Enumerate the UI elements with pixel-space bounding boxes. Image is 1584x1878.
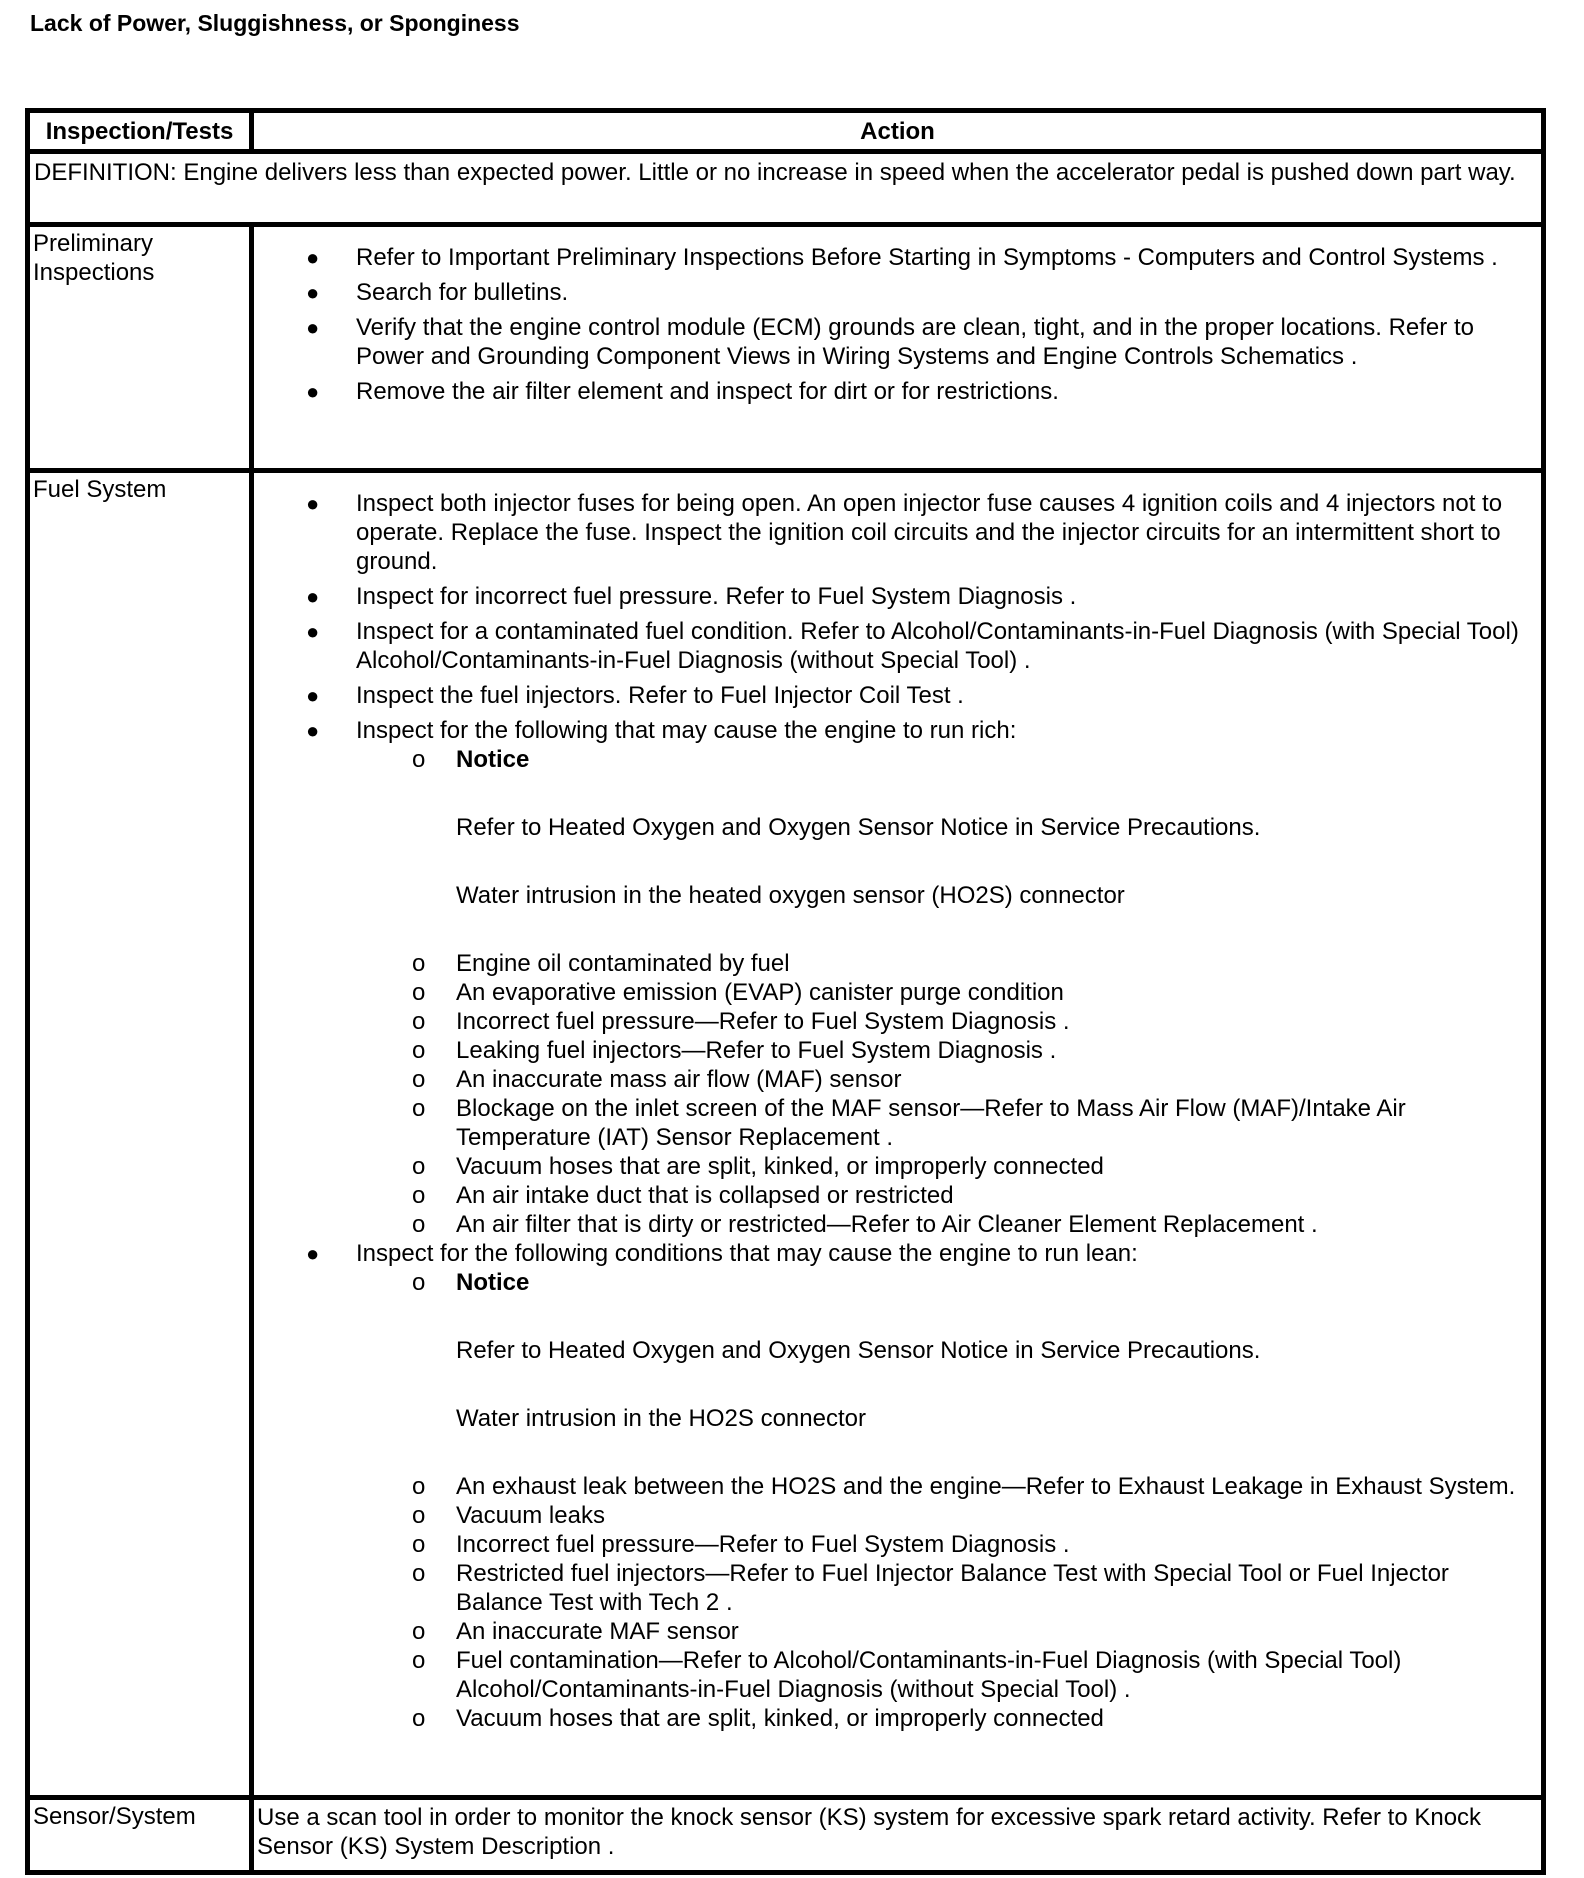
sensor-system-action: Use a scan tool in order to monitor the knock sensor (KS) system for excessive spark retard activity. Refer to Knock Sensor (KS) System Description . [252, 1798, 1544, 1873]
sub-list-item: o An inaccurate mass air flow (MAF) sensor [412, 1066, 902, 1093]
sub-list-item: o Engine oil contaminated by fuel [412, 950, 790, 977]
sub-marker: o [412, 1560, 426, 1587]
row-label-preliminary: Preliminary Inspections [28, 225, 252, 471]
notice-water-text: Water intrusion in the heated oxygen sensor (HO2S) connector [456, 882, 1125, 909]
sub-list-item: o Restricted fuel injectors—Refer to Fuel Injector Balance Test with Special Tool or Fuel Injector Balance Test with Tech 2 . [412, 1560, 1449, 1616]
sub-list-item: o An air filter that is dirty or restricted—Refer to Air Cleaner Element Replacement . [412, 1211, 1318, 1238]
sub-list-item: o Fuel contamination—Refer to Alcohol/Contaminants-in-Fuel Diagnosis (with Special Tool) Alcohol/Contaminants-in-Fuel Diagnosis (without Special Tool) . [412, 1647, 1402, 1703]
list-item: ● Remove the air filter element and inspect for dirt or for restrictions. [306, 378, 1059, 405]
notice-title: Notice [456, 1269, 530, 1296]
column-header-action: Action [252, 111, 1544, 152]
sub-marker: o [412, 1269, 426, 1296]
definition-row [28, 152, 1544, 225]
sub-list-item: o An evaporative emission (EVAP) canister purge condition [412, 979, 1064, 1006]
sub-marker: o [412, 1211, 426, 1238]
sub-marker: o [412, 1647, 426, 1674]
notice-item [254, 745, 1537, 774]
sub-list-item: o Vacuum leaks [412, 1502, 605, 1529]
fuel-system-actions [252, 471, 1544, 1798]
list-item-rich: ● Inspect for the following that may cause the engine to run rich: [306, 717, 1017, 744]
sub-marker: o [412, 1095, 426, 1122]
sub-marker: o [412, 1618, 426, 1645]
row-label-sensor-system: Sensor/System [28, 1798, 252, 1873]
preliminary-actions [252, 225, 1544, 471]
sub-marker: o [412, 1008, 426, 1035]
sub-list-item: o An inaccurate MAF sensor [412, 1618, 739, 1645]
notice-text: Refer to Heated Oxygen and Oxygen Sensor Notice in Service Precautions. [456, 814, 1261, 841]
sub-list-item: o An air intake duct that is collapsed or restricted [412, 1182, 954, 1209]
sub-marker: o [412, 950, 426, 977]
list-item: ● Inspect for a contaminated fuel condition. Refer to Alcohol/Contaminants-in-Fuel Diagnosis (with Special Tool) Alcohol/Contaminants-in-Fuel Diagnosis (without Special Tool) . [306, 618, 1519, 674]
sub-list-item: o Incorrect fuel pressure—Refer to Fuel System Diagnosis . [412, 1531, 1070, 1558]
bullet-marker: ● [306, 683, 320, 708]
sub-list-item: o Leaking fuel injectors—Refer to Fuel System Diagnosis . [412, 1037, 1057, 1064]
sub-marker: o [412, 1705, 426, 1732]
list-item: ● Verify that the engine control module (ECM) grounds are clean, tight, and in the proper locations. Refer to Power and Grounding Component Views in Wiring Systems and Engine Controls Schematics . [306, 314, 1474, 370]
notice-title: Notice [456, 746, 530, 773]
bullet-marker: ● [306, 280, 320, 305]
diagnostic-table [25, 108, 1546, 1875]
sub-list-item: o Vacuum hoses that are split, kinked, or improperly connected [412, 1705, 1104, 1732]
notice-item [254, 1268, 1537, 1297]
sub-marker: o [412, 1153, 426, 1180]
lean-sublist [254, 1472, 1537, 1733]
sub-list-item: o Vacuum hoses that are split, kinked, or improperly connected [412, 1153, 1104, 1180]
bullet-marker: ● [306, 619, 320, 644]
list-item-lean: ● Inspect for the following conditions that may cause the engine to run lean: [306, 1240, 1138, 1267]
sub-list-item: o Blockage on the inlet screen of the MAF sensor—Refer to Mass Air Flow (MAF)/Intake Air Temperature (IAT) Sensor Replacement . [412, 1095, 1406, 1151]
list-item: ● Refer to Important Preliminary Inspections Before Starting in Symptoms - Computers and Control Systems . [306, 244, 1498, 271]
sub-marker: o [412, 1037, 426, 1064]
sub-marker: o [412, 1066, 426, 1093]
table-row [28, 471, 1544, 1798]
table-header-row [28, 111, 1544, 152]
row-label-fuel-system: Fuel System [28, 471, 252, 1798]
list-item: ● Inspect both injector fuses for being open. An open injector fuse causes 4 ignition coils and 4 injectors not to operate. Replace the fuse. Inspect the ignition coil circuits and the injector circuits for an intermittent short to ground. [306, 490, 1503, 575]
sub-list-item: o An exhaust leak between the HO2S and the engine—Refer to Exhaust Leakage in Exhaust System. [412, 1473, 1516, 1500]
bullet-marker: ● [306, 718, 320, 743]
bullet-marker: ● [306, 584, 320, 609]
sub-marker: o [412, 979, 426, 1006]
definition-text: DEFINITION: Engine delivers less than expected power. Little or no increase in speed when the accelerator pedal is pushed down part way. [28, 152, 1544, 225]
page-title: Lack of Power, Sluggishness, or Sponginess [30, 10, 520, 36]
notice-text: Refer to Heated Oxygen and Oxygen Sensor Notice in Service Precautions. [456, 1337, 1261, 1364]
sub-marker: o [412, 1473, 426, 1500]
bullet-marker: ● [306, 245, 320, 270]
list-item: ● Inspect the fuel injectors. Refer to Fuel Injector Coil Test . [306, 682, 964, 709]
bullet-marker: ● [306, 315, 320, 340]
sub-marker: o [412, 1182, 426, 1209]
bullet-marker: ● [306, 379, 320, 404]
table-row [28, 225, 1544, 471]
sub-marker: o [412, 1531, 426, 1558]
notice-water-text: Water intrusion in the HO2S connector [456, 1405, 866, 1432]
bullet-marker: ● [306, 491, 320, 516]
column-header-inspection: Inspection/Tests [28, 111, 252, 152]
bullet-marker: ● [306, 1241, 320, 1266]
sub-list-item: o Incorrect fuel pressure—Refer to Fuel System Diagnosis . [412, 1008, 1070, 1035]
list-item: ● Search for bulletins. [306, 279, 569, 306]
sub-marker: o [412, 1502, 426, 1529]
sub-marker: o [412, 746, 426, 773]
table-row [28, 1798, 1544, 1873]
list-item: ● Inspect for incorrect fuel pressure. Refer to Fuel System Diagnosis . [306, 583, 1077, 610]
rich-sublist [254, 949, 1537, 1239]
